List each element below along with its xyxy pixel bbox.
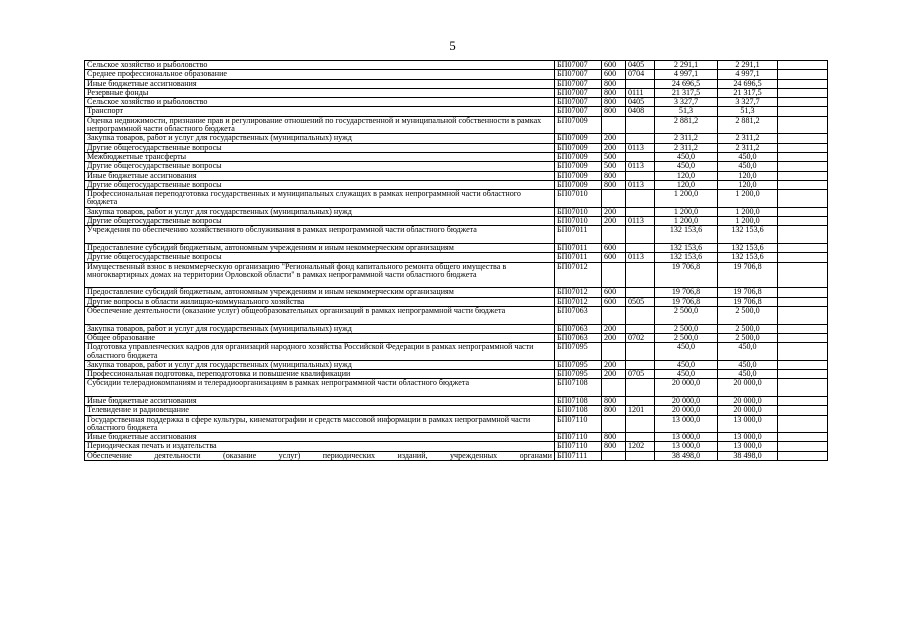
row-code: БП07108: [555, 379, 602, 397]
row-amount-2: 2 500,0: [718, 333, 778, 342]
row-empty-cell: [778, 433, 828, 442]
row-amount-2: 2 291,1: [718, 61, 778, 70]
table-row: [85, 180, 828, 189]
row-name: Закупка товаров, работ и услуг для государственных (муниципальных) нужд: [85, 207, 555, 216]
row-code: БП07009: [555, 162, 602, 171]
row-amount-2: 1 200,0: [718, 217, 778, 226]
row-name: Предоставление субсидий бюджетным, автономным учреждениям и иным некоммерческим организациям: [85, 243, 555, 252]
row-code: БП07007: [555, 88, 602, 97]
row-amount-1: 1 200,0: [655, 207, 718, 216]
row-amount-1: 19 706,8: [655, 288, 718, 297]
row-amount-2: 2 311,2: [718, 134, 778, 143]
row-amount-1: 13 000,0: [655, 415, 718, 433]
row-name: Профессиональная переподготовка государственных и муниципальных служащих в рамках непрограммной части областного бюджета: [85, 190, 555, 208]
row-amount-2: 132 153,6: [718, 243, 778, 252]
row-name: Обеспечение деятельности (оказание услуг) периодических изданий, учрежденных органами: [85, 451, 555, 460]
row-section: 0113: [626, 180, 655, 189]
row-empty-cell: [778, 180, 828, 189]
row-name: Телевидение и радиовещание: [85, 406, 555, 415]
row-amount-2: 450,0: [718, 152, 778, 161]
row-amount-2: 21 317,5: [718, 88, 778, 97]
row-code: БП07010: [555, 217, 602, 226]
row-empty-cell: [778, 162, 828, 171]
row-amount-2: 20 000,0: [718, 406, 778, 415]
table-row: [85, 288, 828, 297]
row-empty-cell: [778, 243, 828, 252]
row-amount-1: 19 706,8: [655, 262, 718, 288]
table-row: [85, 243, 828, 252]
row-name: Обеспечение деятельности (оказание услуг) общеобразовательных организаций в рамках непрограммной части бюджета: [85, 307, 555, 325]
row-expense-type: 200: [602, 333, 626, 342]
page-number: 5: [449, 38, 456, 53]
row-code: БП07095: [555, 343, 602, 361]
row-section: 0405: [626, 61, 655, 70]
row-expense-type: 200: [602, 324, 626, 333]
row-empty-cell: [778, 288, 828, 297]
row-amount-1: 2 311,2: [655, 134, 718, 143]
row-expense-type: [602, 116, 626, 134]
row-expense-type: 500: [602, 162, 626, 171]
row-code: БП07063: [555, 324, 602, 333]
row-empty-cell: [778, 360, 828, 369]
row-expense-type: 800: [602, 98, 626, 107]
row-amount-1: 20 000,0: [655, 406, 718, 415]
row-amount-2: 1 200,0: [718, 190, 778, 208]
row-section: [626, 262, 655, 288]
row-name: Резервные фонды: [85, 88, 555, 97]
row-code: БП07009: [555, 116, 602, 134]
row-section: 0705: [626, 370, 655, 379]
row-name: Периодическая печать и издательства: [85, 442, 555, 451]
table-row: [85, 343, 828, 361]
row-amount-2: 38 498,0: [718, 451, 778, 460]
row-expense-type: [602, 307, 626, 325]
row-code: БП07011: [555, 243, 602, 252]
row-code: БП07110: [555, 415, 602, 433]
table-row: [85, 379, 828, 397]
row-name: Межбюджетные трансферты: [85, 152, 555, 161]
row-amount-2: 120,0: [718, 171, 778, 180]
row-code: БП07007: [555, 79, 602, 88]
row-code: БП07063: [555, 333, 602, 342]
table-row: [85, 70, 828, 79]
row-section: [626, 360, 655, 369]
row-section: 1202: [626, 442, 655, 451]
row-amount-1: 21 317,5: [655, 88, 718, 97]
row-empty-cell: [778, 88, 828, 97]
row-expense-type: 800: [602, 79, 626, 88]
row-amount-1: 13 000,0: [655, 433, 718, 442]
row-name: Другие общегосударственные вопросы: [85, 143, 555, 152]
row-section: [626, 343, 655, 361]
row-amount-1: 20 000,0: [655, 396, 718, 405]
row-empty-cell: [778, 379, 828, 397]
row-section: 0704: [626, 70, 655, 79]
row-amount-2: 450,0: [718, 370, 778, 379]
row-expense-type: 600: [602, 297, 626, 306]
row-empty-cell: [778, 415, 828, 433]
row-amount-1: 1 200,0: [655, 190, 718, 208]
row-expense-type: 600: [602, 253, 626, 262]
row-amount-1: 450,0: [655, 343, 718, 361]
table-row: [85, 451, 828, 460]
table-row: [85, 98, 828, 107]
row-amount-2: 2 881,2: [718, 116, 778, 134]
row-code: БП07012: [555, 288, 602, 297]
row-expense-type: [602, 343, 626, 361]
row-amount-1: 450,0: [655, 162, 718, 171]
row-empty-cell: [778, 152, 828, 161]
row-empty-cell: [778, 143, 828, 152]
row-section: [626, 396, 655, 405]
row-section: [626, 152, 655, 161]
row-code: БП07011: [555, 253, 602, 262]
row-code: БП07012: [555, 262, 602, 288]
row-expense-type: [602, 379, 626, 397]
row-name: Иные бюджетные ассигнования: [85, 171, 555, 180]
row-amount-1: 2 500,0: [655, 333, 718, 342]
table-row: [85, 442, 828, 451]
row-amount-1: 13 000,0: [655, 442, 718, 451]
row-section: 0113: [626, 217, 655, 226]
row-code: БП07111: [555, 451, 602, 460]
row-code: БП07009: [555, 180, 602, 189]
row-empty-cell: [778, 333, 828, 342]
row-empty-cell: [778, 98, 828, 107]
row-code: БП07007: [555, 70, 602, 79]
row-amount-2: 132 153,6: [718, 253, 778, 262]
table-row: [85, 152, 828, 161]
row-section: [626, 324, 655, 333]
row-amount-2: 1 200,0: [718, 207, 778, 216]
row-empty-cell: [778, 324, 828, 333]
row-expense-type: 800: [602, 406, 626, 415]
table-row: [85, 79, 828, 88]
table-row: [85, 297, 828, 306]
table-row: [85, 415, 828, 433]
row-expense-type: 600: [602, 70, 626, 79]
row-name: Иные бюджетные ассигнования: [85, 433, 555, 442]
row-expense-type: [602, 415, 626, 433]
row-amount-2: 20 000,0: [718, 396, 778, 405]
row-amount-1: 2 291,1: [655, 61, 718, 70]
row-code: БП07010: [555, 207, 602, 216]
row-code: БП07095: [555, 360, 602, 369]
row-amount-1: 450,0: [655, 360, 718, 369]
row-section: 0408: [626, 107, 655, 116]
row-code: БП07110: [555, 433, 602, 442]
budget-table-body: [85, 61, 828, 461]
row-amount-1: 450,0: [655, 152, 718, 161]
row-expense-type: 600: [602, 243, 626, 252]
table-row: [85, 262, 828, 288]
row-code: БП07108: [555, 396, 602, 405]
row-section: [626, 451, 655, 460]
row-section: 1201: [626, 406, 655, 415]
row-name: Субсидии телерадиокомпаниям и телерадиоорганизациям в рамках непрограммной части областного бюджета: [85, 379, 555, 397]
row-amount-2: 19 706,8: [718, 297, 778, 306]
row-amount-2: 120,0: [718, 180, 778, 189]
row-name: Имущественный взнос в некоммерческую организацию "Региональный фонд капитального ремонта общего имущества в многоквартирных домах на территории Орловской области" в рамках непрограммной части областного бюджета: [85, 262, 555, 288]
row-amount-1: 38 498,0: [655, 451, 718, 460]
row-amount-2: 450,0: [718, 360, 778, 369]
row-name: Учреждения по обеспечению хозяйственного обслуживания в рамках непрограммной части областного бюджета: [85, 226, 555, 244]
row-amount-2: 19 706,8: [718, 288, 778, 297]
row-code: БП07108: [555, 406, 602, 415]
row-section: 0113: [626, 143, 655, 152]
row-code: БП07095: [555, 370, 602, 379]
row-name: Закупка товаров, работ и услуг для государственных (муниципальных) нужд: [85, 134, 555, 143]
row-section: [626, 243, 655, 252]
row-empty-cell: [778, 190, 828, 208]
row-empty-cell: [778, 262, 828, 288]
row-amount-2: 19 706,8: [718, 262, 778, 288]
row-code: БП07011: [555, 226, 602, 244]
row-empty-cell: [778, 451, 828, 460]
row-amount-2: 13 000,0: [718, 442, 778, 451]
table-row: [85, 107, 828, 116]
table-row: [85, 207, 828, 216]
table-row: [85, 396, 828, 405]
row-amount-1: 120,0: [655, 171, 718, 180]
row-code: БП07009: [555, 143, 602, 152]
row-empty-cell: [778, 343, 828, 361]
budget-table: [84, 60, 828, 461]
row-section: [626, 379, 655, 397]
row-empty-cell: [778, 370, 828, 379]
row-amount-2: 132 153,6: [718, 226, 778, 244]
table-row: [85, 134, 828, 143]
table-row: [85, 171, 828, 180]
row-empty-cell: [778, 79, 828, 88]
table-row: [85, 433, 828, 442]
table-row: [85, 406, 828, 415]
row-code: БП07007: [555, 61, 602, 70]
row-name: Закупка товаров, работ и услуг для государственных (муниципальных) нужд: [85, 324, 555, 333]
row-name: Среднее профессиональное образование: [85, 70, 555, 79]
row-amount-2: 20 000,0: [718, 379, 778, 397]
row-expense-type: 200: [602, 207, 626, 216]
row-section: [626, 307, 655, 325]
table-row: [85, 360, 828, 369]
row-name: Транспорт: [85, 107, 555, 116]
row-expense-type: 200: [602, 217, 626, 226]
row-section: 0405: [626, 98, 655, 107]
row-empty-cell: [778, 70, 828, 79]
row-section: [626, 116, 655, 134]
row-empty-cell: [778, 207, 828, 216]
row-amount-1: 1 200,0: [655, 217, 718, 226]
row-code: БП07110: [555, 442, 602, 451]
row-amount-1: 132 153,6: [655, 253, 718, 262]
table-row: [85, 116, 828, 134]
row-code: БП07009: [555, 171, 602, 180]
row-amount-2: 13 000,0: [718, 415, 778, 433]
row-section: [626, 79, 655, 88]
row-section: 0113: [626, 253, 655, 262]
row-code: БП07012: [555, 297, 602, 306]
table-row: [85, 143, 828, 152]
row-section: 0505: [626, 297, 655, 306]
row-code: БП07007: [555, 107, 602, 116]
row-expense-type: [602, 451, 626, 460]
row-expense-type: 800: [602, 171, 626, 180]
row-amount-2: 2 500,0: [718, 324, 778, 333]
row-code: БП07010: [555, 190, 602, 208]
row-expense-type: [602, 190, 626, 208]
row-expense-type: 200: [602, 143, 626, 152]
table-row: [85, 307, 828, 325]
table-row: [85, 370, 828, 379]
row-name: Предоставление субсидий бюджетным, автономным учреждениям и иным некоммерческим организациям: [85, 288, 555, 297]
row-name: Профессиональная подготовка, переподготовка и повышение квалификации: [85, 370, 555, 379]
row-amount-2: 4 997,1: [718, 70, 778, 79]
row-section: [626, 288, 655, 297]
row-amount-1: 4 997,1: [655, 70, 718, 79]
row-amount-1: 51,3: [655, 107, 718, 116]
table-row: [85, 324, 828, 333]
table-row: [85, 190, 828, 208]
row-expense-type: 800: [602, 433, 626, 442]
row-amount-2: 51,3: [718, 107, 778, 116]
row-amount-2: 450,0: [718, 343, 778, 361]
row-expense-type: 800: [602, 107, 626, 116]
row-amount-1: 132 153,6: [655, 243, 718, 252]
row-empty-cell: [778, 396, 828, 405]
row-empty-cell: [778, 116, 828, 134]
row-name: Другие общегосударственные вопросы: [85, 253, 555, 262]
row-code: БП07063: [555, 307, 602, 325]
row-name: Другие общегосударственные вопросы: [85, 180, 555, 189]
row-name: Государственная поддержка в сфере культуры, кинематографии и средств массовой информации в рамках непрограммной части областного бюджета: [85, 415, 555, 433]
row-name: Общее образование: [85, 333, 555, 342]
row-amount-2: 3 327,7: [718, 98, 778, 107]
table-row: [85, 253, 828, 262]
row-empty-cell: [778, 61, 828, 70]
row-empty-cell: [778, 107, 828, 116]
row-name: Другие общегосударственные вопросы: [85, 162, 555, 171]
row-name: Подготовка управленческих кадров для организаций народного хозяйства Российской Федерации в рамках непрограммной части областного бюджета: [85, 343, 555, 361]
row-code: БП07009: [555, 134, 602, 143]
row-code: БП07009: [555, 152, 602, 161]
row-amount-1: 2 881,2: [655, 116, 718, 134]
row-amount-2: 450,0: [718, 162, 778, 171]
row-expense-type: 200: [602, 134, 626, 143]
row-amount-1: 2 500,0: [655, 324, 718, 333]
row-amount-2: 13 000,0: [718, 433, 778, 442]
row-section: [626, 415, 655, 433]
row-empty-cell: [778, 134, 828, 143]
row-amount-1: 20 000,0: [655, 379, 718, 397]
row-empty-cell: [778, 253, 828, 262]
row-empty-cell: [778, 297, 828, 306]
row-name: Другие общегосударственные вопросы: [85, 217, 555, 226]
row-amount-1: 132 153,6: [655, 226, 718, 244]
row-empty-cell: [778, 307, 828, 325]
row-section: [626, 433, 655, 442]
row-section: 0111: [626, 88, 655, 97]
row-expense-type: 500: [602, 152, 626, 161]
row-expense-type: 800: [602, 180, 626, 189]
row-name: Иные бюджетные ассигнования: [85, 79, 555, 88]
row-name: Другие вопросы в области жилищно-коммунального хозяйства: [85, 297, 555, 306]
row-amount-1: 3 327,7: [655, 98, 718, 107]
row-section: 0113: [626, 162, 655, 171]
row-amount-2: 2 311,2: [718, 143, 778, 152]
row-empty-cell: [778, 226, 828, 244]
row-amount-1: 24 696,5: [655, 79, 718, 88]
row-empty-cell: [778, 442, 828, 451]
row-expense-type: 600: [602, 61, 626, 70]
row-section: [626, 134, 655, 143]
row-name: Сельское хозяйство и рыболовство: [85, 61, 555, 70]
row-section: [626, 171, 655, 180]
row-amount-1: 450,0: [655, 370, 718, 379]
row-expense-type: 800: [602, 442, 626, 451]
row-section: [626, 226, 655, 244]
table-row: [85, 61, 828, 70]
table-row: [85, 226, 828, 244]
row-name: Иные бюджетные ассигнования: [85, 396, 555, 405]
row-name: Сельское хозяйство и рыболовство: [85, 98, 555, 107]
row-amount-1: 19 706,8: [655, 297, 718, 306]
row-amount-2: 24 696,5: [718, 79, 778, 88]
row-expense-type: 200: [602, 360, 626, 369]
row-expense-type: 800: [602, 88, 626, 97]
row-amount-1: 120,0: [655, 180, 718, 189]
row-expense-type: [602, 262, 626, 288]
row-section: [626, 190, 655, 208]
row-expense-type: 800: [602, 396, 626, 405]
table-row: [85, 162, 828, 171]
row-empty-cell: [778, 217, 828, 226]
row-name: Закупка товаров, работ и услуг для государственных (муниципальных) нужд: [85, 360, 555, 369]
row-name: Оценка недвижимости, признание прав и регулирование отношений по государственной и муниципальной собственности в рамках непрограммной части областного бюджета: [85, 116, 555, 134]
table-row: [85, 333, 828, 342]
row-amount-1: 2 311,2: [655, 143, 718, 152]
table-row: [85, 217, 828, 226]
row-section: 0702: [626, 333, 655, 342]
row-expense-type: [602, 226, 626, 244]
row-amount-1: 2 500,0: [655, 307, 718, 325]
table-row: [85, 88, 828, 97]
row-expense-type: 600: [602, 288, 626, 297]
row-expense-type: 200: [602, 370, 626, 379]
row-amount-2: 2 500,0: [718, 307, 778, 325]
row-code: БП07007: [555, 98, 602, 107]
row-empty-cell: [778, 406, 828, 415]
row-section: [626, 207, 655, 216]
row-empty-cell: [778, 171, 828, 180]
